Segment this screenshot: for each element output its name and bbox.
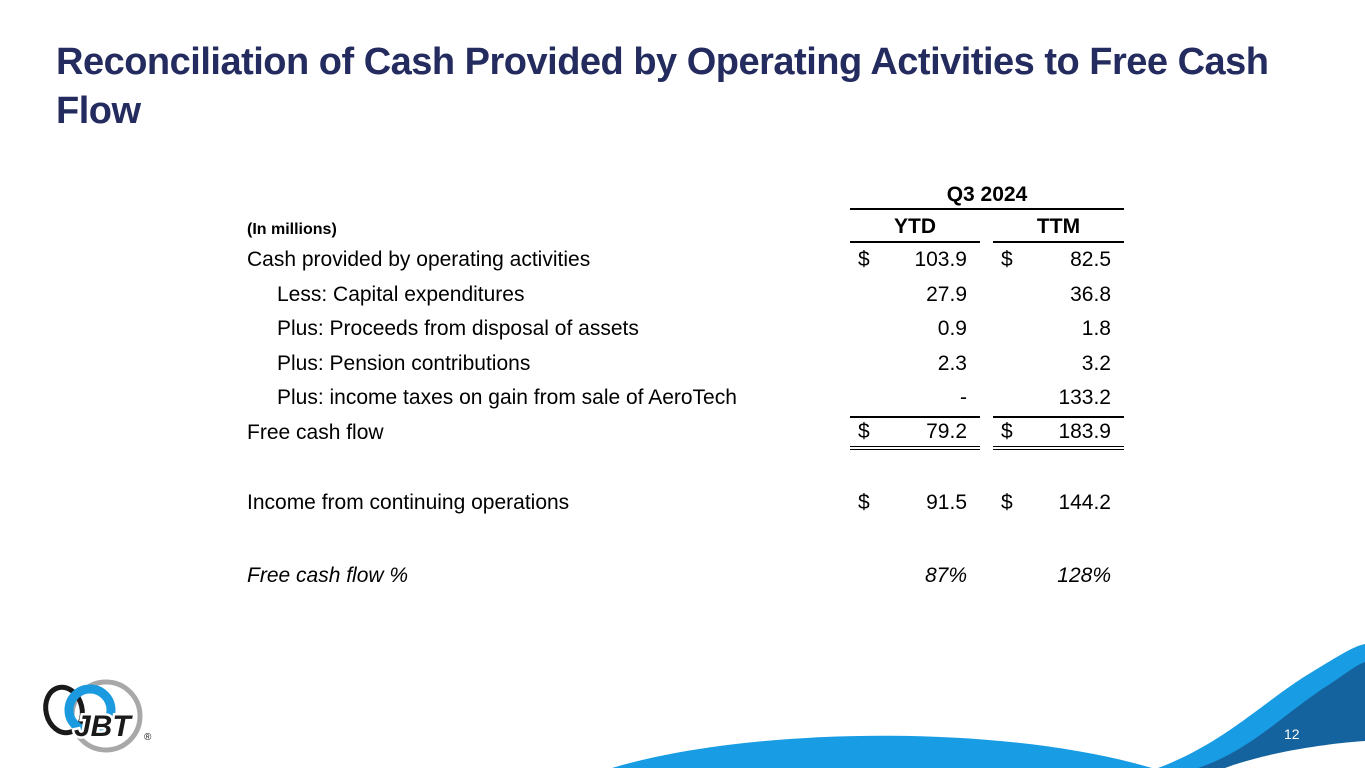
row-label: Cash provided by operating activities <box>247 248 591 272</box>
row-label: Plus: Pension contributions <box>277 351 531 375</box>
ttm-value-cell <box>993 347 1124 382</box>
currency-symbol: $ <box>858 491 870 515</box>
units-note: (In millions) <box>247 221 337 238</box>
table-row <box>247 381 1127 416</box>
row-label: Free cash flow % <box>247 563 409 587</box>
jbt-logo-icon <box>40 674 160 760</box>
ytd-value: 27.9 <box>926 282 967 306</box>
ytd-value: 2.3 <box>937 351 967 375</box>
ytd-value: 87% <box>924 563 967 587</box>
currency-symbol: $ <box>1001 491 1013 515</box>
table-column-header-row <box>247 210 1127 243</box>
ttm-value: 128% <box>1057 563 1111 587</box>
ytd-value-cell <box>850 278 980 313</box>
ytd-value-cell <box>850 416 980 451</box>
ytd-value: 79.2 <box>926 419 967 443</box>
table-row <box>247 312 1127 347</box>
ttm-value-cell <box>993 559 1124 594</box>
ttm-value: 144.2 <box>1058 491 1111 515</box>
column-header-ytd: YTD <box>850 210 980 243</box>
currency-symbol: $ <box>1001 419 1013 443</box>
row-label: Plus: Proceeds from disposal of assets <box>277 317 639 341</box>
ytd-value-cell <box>850 381 980 416</box>
ttm-value: 3.2 <box>1081 351 1111 375</box>
wave-light-hump <box>612 736 1152 768</box>
ttm-value-cell <box>993 312 1124 347</box>
column-header-ttm: TTM <box>993 210 1124 243</box>
table-period-header-row <box>247 180 1127 210</box>
period-header: Q3 2024 <box>850 180 1124 210</box>
row-label: Less: Capital expenditures <box>277 282 525 306</box>
ytd-value: 91.5 <box>926 491 967 515</box>
ytd-value-cell <box>850 243 980 278</box>
ytd-value: - <box>960 386 967 410</box>
currency-symbol: $ <box>858 419 870 443</box>
ttm-value-cell <box>993 381 1124 416</box>
ytd-value-cell <box>850 486 980 521</box>
table-row-free-cash-flow <box>247 416 1127 451</box>
row-label: Income from continuing operations <box>247 491 570 515</box>
page-title: Reconciliation of Cash Provided by Operating Activities to Free Cash Flow <box>56 41 1269 133</box>
table-row <box>247 243 1127 278</box>
currency-symbol: $ <box>1001 248 1013 272</box>
ttm-value-cell <box>993 278 1124 313</box>
ytd-value-cell <box>850 347 980 382</box>
ttm-value-cell <box>993 243 1124 278</box>
currency-symbol: $ <box>858 248 870 272</box>
logo-registered-mark: ® <box>144 732 152 743</box>
ttm-value-cell <box>993 486 1124 521</box>
reconciliation-table <box>247 180 1127 593</box>
table-row-income <box>247 486 1127 521</box>
ttm-value: 183.9 <box>1058 419 1111 443</box>
table-row <box>247 278 1127 313</box>
ytd-value: 103.9 <box>914 248 967 272</box>
page-number: 12 <box>1284 726 1300 742</box>
ttm-value: 133.2 <box>1058 386 1111 410</box>
ttm-value: 36.8 <box>1070 282 1111 306</box>
table-row <box>247 347 1127 382</box>
ttm-value-cell <box>993 416 1124 451</box>
row-label: Free cash flow <box>247 420 384 444</box>
logo-text: JBT <box>74 710 131 743</box>
ttm-value: 1.8 <box>1081 317 1111 341</box>
ttm-value: 82.5 <box>1070 248 1111 272</box>
footer-wave <box>0 638 1365 768</box>
ytd-value: 0.9 <box>937 317 967 341</box>
ytd-value-cell <box>850 312 980 347</box>
row-label: Plus: income taxes on gain from sale of AeroTech <box>277 386 737 410</box>
ytd-value-cell <box>850 559 980 594</box>
table-row-fcf-percent <box>247 559 1127 594</box>
